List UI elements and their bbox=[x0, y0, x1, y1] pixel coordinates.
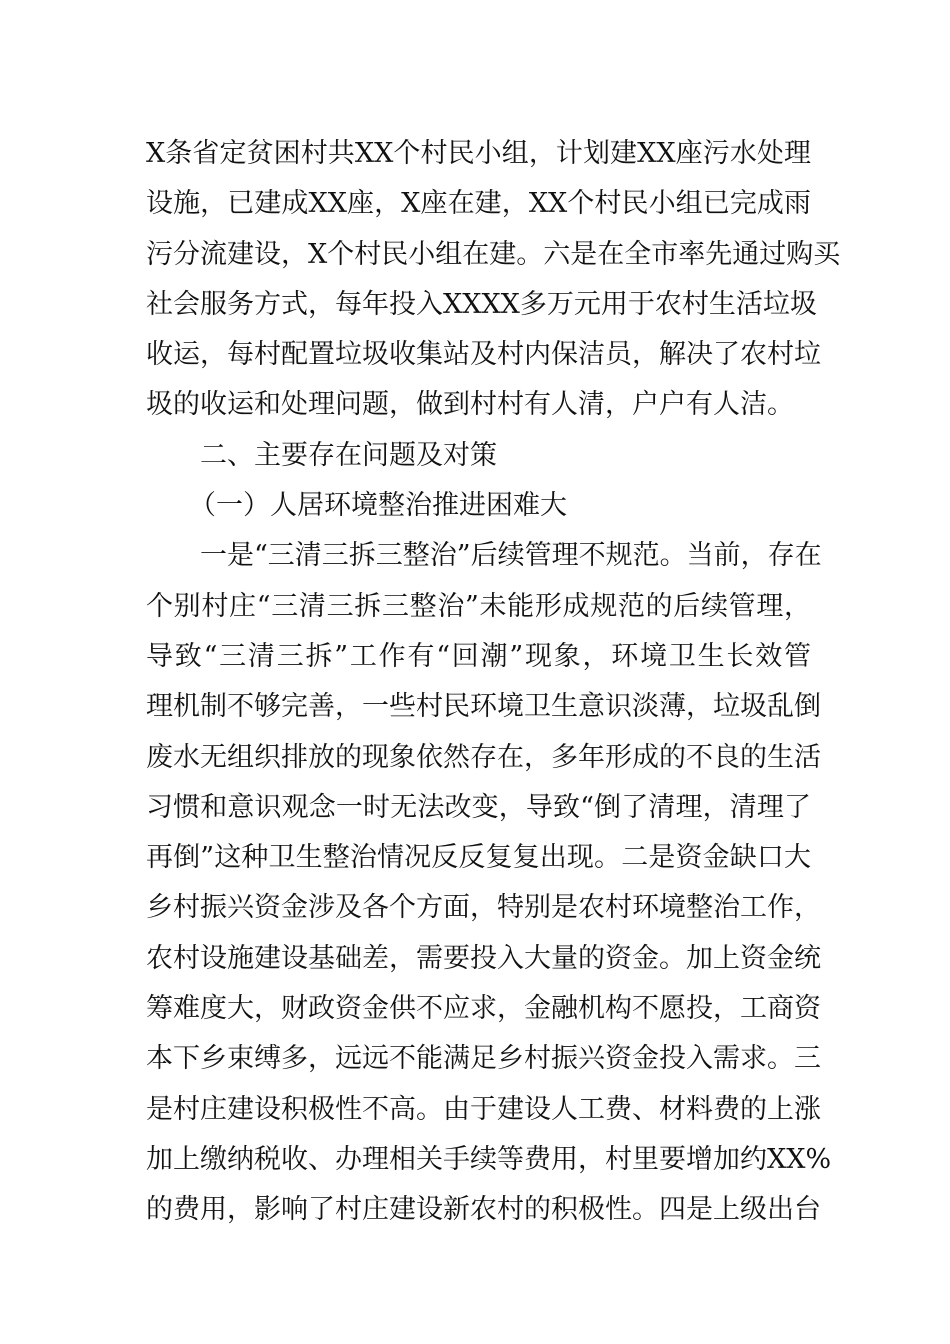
text-line: 加上缴纳税收、办理相关手续等费用，村里要增加约XX% bbox=[146, 1143, 832, 1175]
text-line: 习惯和意识观念一时无法改变，导致“倒了清理，清理了 bbox=[146, 791, 811, 823]
text-line: 本下乡束缚多，远远不能满足乡村振兴资金投入需求。三 bbox=[146, 1043, 821, 1075]
text-line: 是村庄建设积极性不高。由于建设人工费、材料费的上涨 bbox=[146, 1093, 821, 1125]
text-line: 社会服务方式，每年投入XXXX多万元用于农村生活垃圾 bbox=[146, 288, 817, 320]
text-line: 的费用，影响了村庄建设新农村的积极性。四是上级出台 bbox=[146, 1194, 821, 1226]
text-line: X条省定贫困村共XX个村民小组，计划建XX座污水处理 bbox=[146, 138, 811, 169]
text-line: 乡村振兴资金涉及各个方面，特别是农村环境整治工作， bbox=[146, 892, 821, 924]
text-line: 圾的收运和处理问题，做到村村有人清，户户有人洁。 bbox=[146, 389, 794, 421]
text-line: 理机制不够完善，一些村民环境卫生意识淡薄，垃圾乱倒 bbox=[146, 691, 821, 723]
text-line: 一是“三清三拆三整治”后续管理不规范。当前，存在 bbox=[200, 540, 822, 572]
text-line: 导致“三清三拆”工作有“回潮”现象，环境卫生长效管 bbox=[146, 640, 811, 672]
subsection-heading: （一）人居环境整治推进困难大 bbox=[189, 490, 567, 522]
section-heading: 二、主要存在问题及对策 bbox=[200, 439, 497, 471]
text-line: 污分流建设，X个村民小组在建。六是在全市率先通过购买 bbox=[146, 238, 841, 270]
text-line: 再倒”这种卫生整治情况反反复复出现。二是资金缺口大 bbox=[146, 842, 811, 874]
body-text bbox=[146, 129, 841, 1236]
text-line: 收运，每村配置垃圾收集站及村内保洁员，解决了农村垃 bbox=[146, 339, 821, 371]
text-line: 农村设施建设基础差，需要投入大量的资金。加上资金统 bbox=[146, 942, 821, 974]
text-line: 筹难度大，财政资金供不应求，金融机构不愿投，工商资 bbox=[146, 993, 821, 1025]
text-line: 废水无组织排放的现象依然存在，多年形成的不良的生活 bbox=[146, 741, 821, 773]
text-line: 个别村庄“三清三拆三整治”未能形成规范的后续管理， bbox=[146, 590, 811, 622]
text-line: 设施，已建成XX座，X座在建，XX个村民小组已完成雨 bbox=[146, 188, 811, 220]
